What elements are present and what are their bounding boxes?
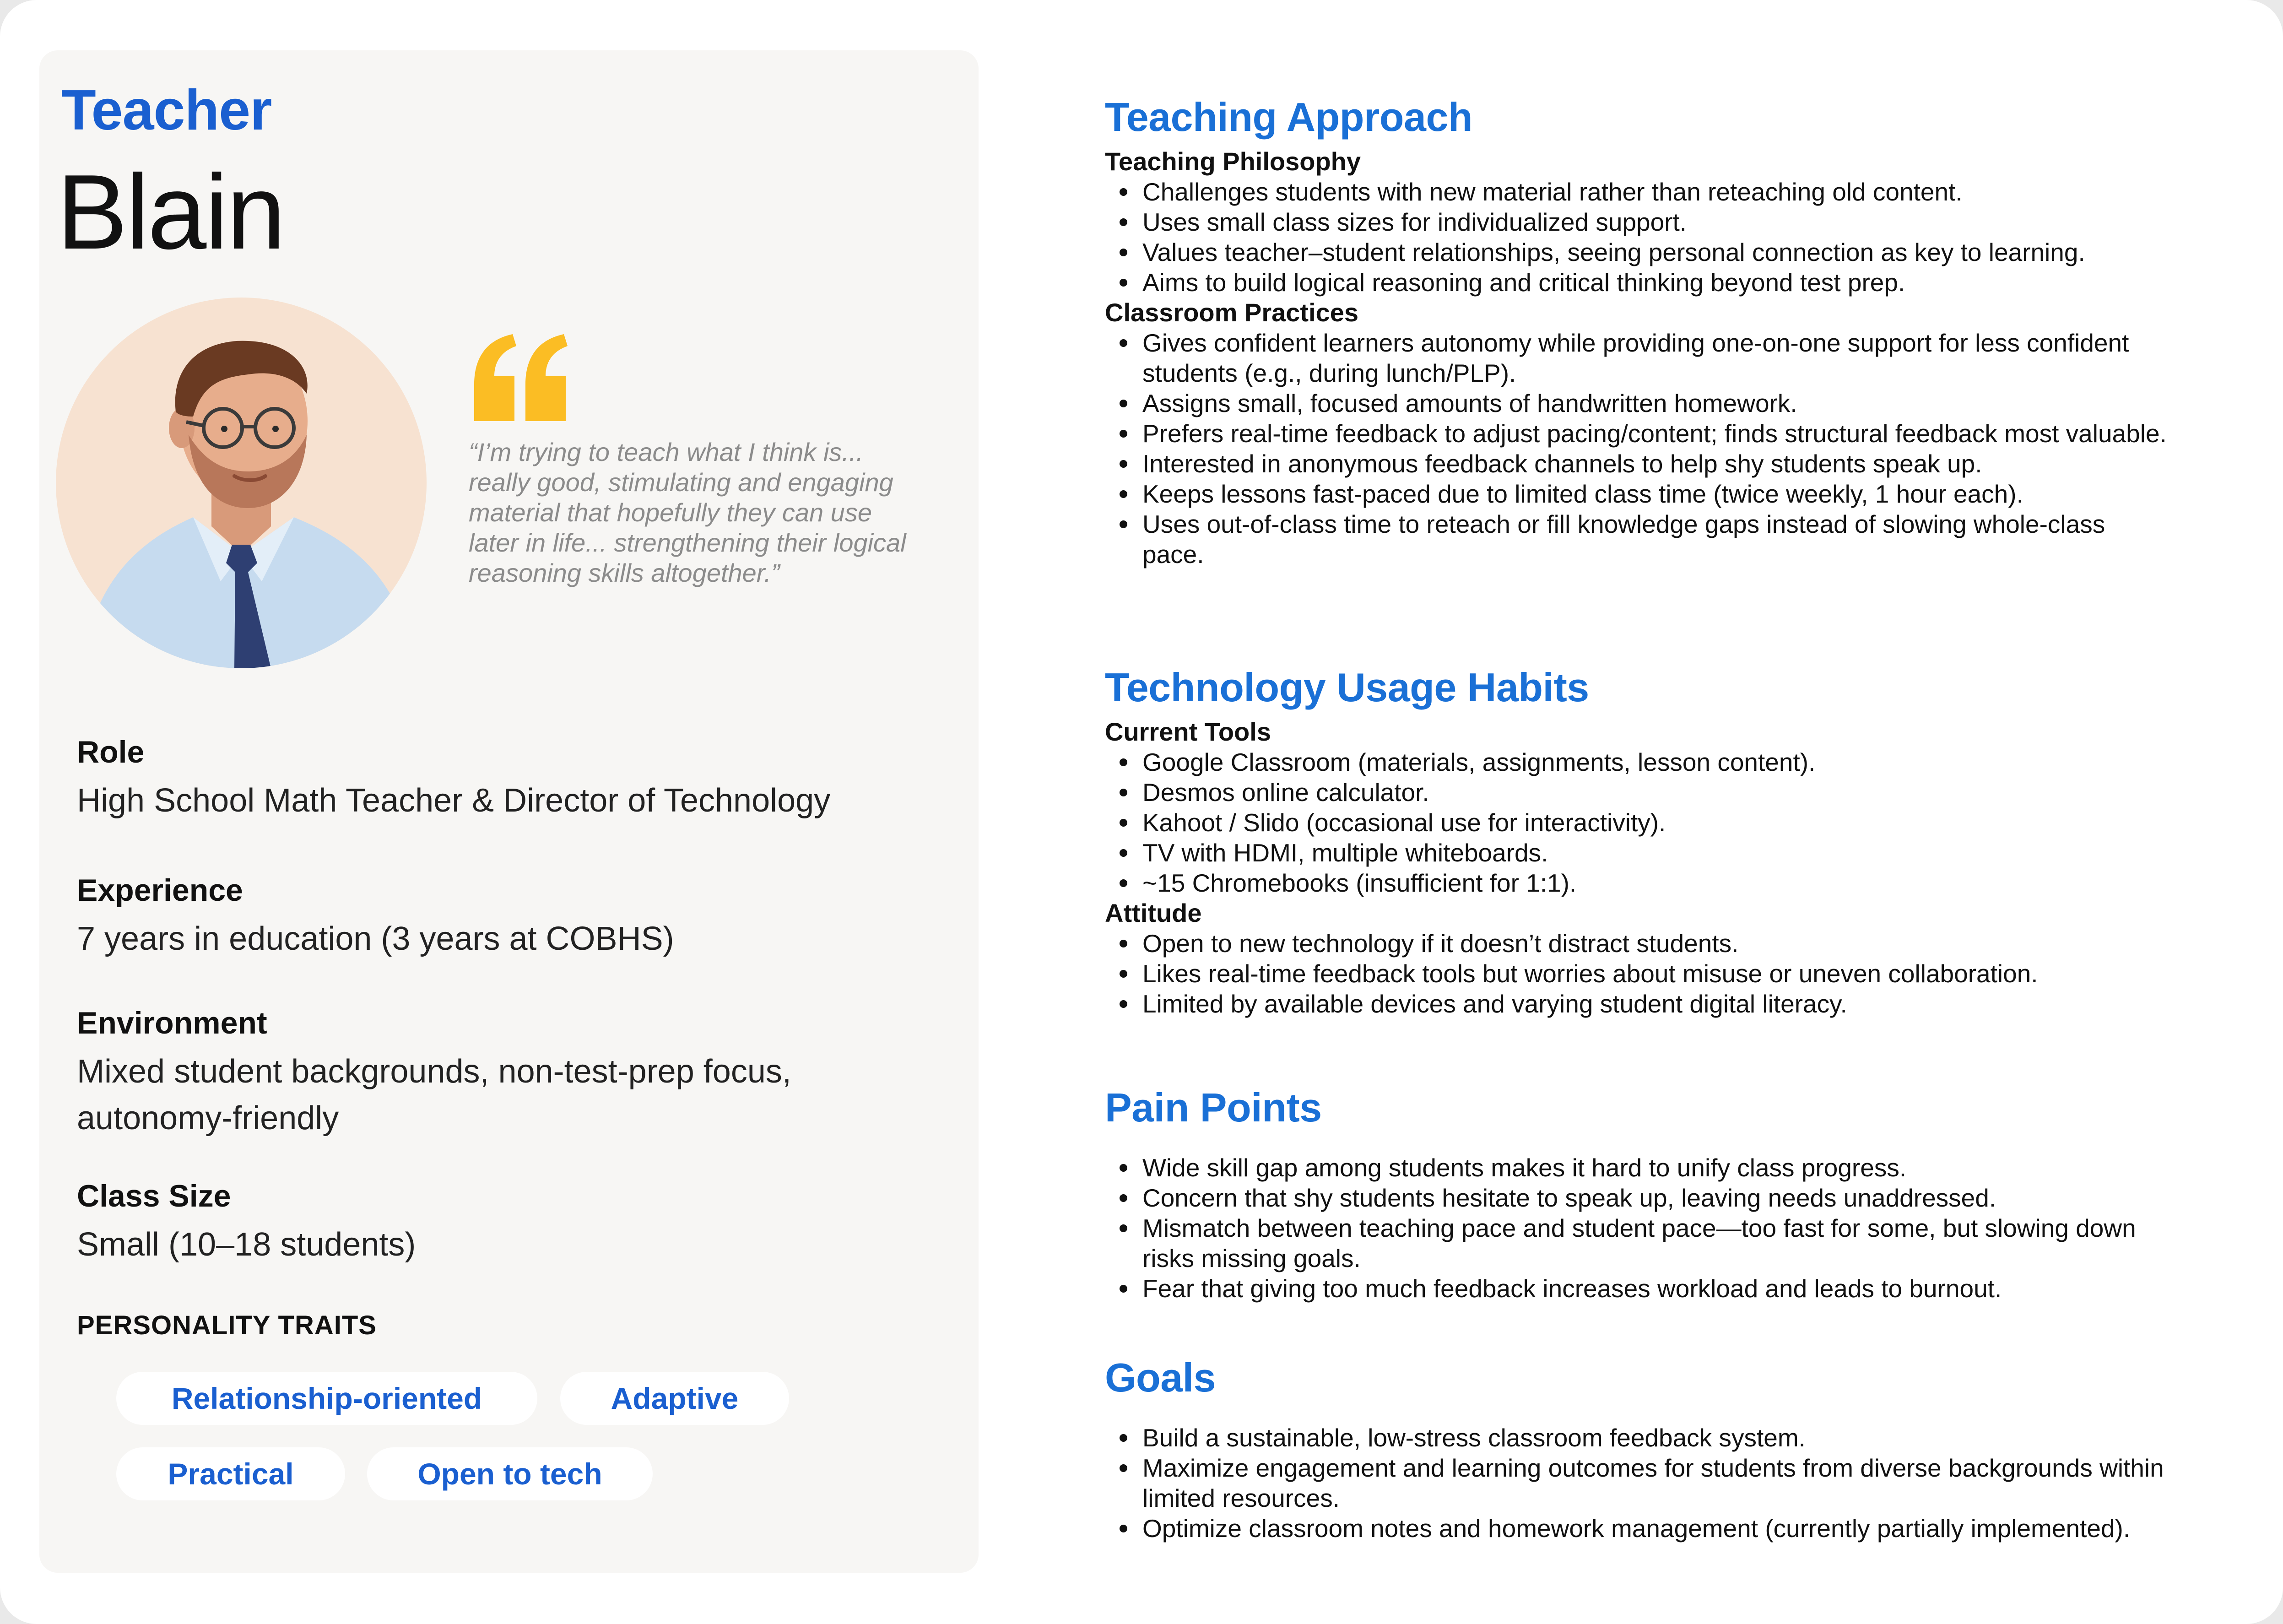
- experience-value: 7 years in education (3 years at COBHS): [77, 920, 674, 957]
- list-item: Interested in anonymous feedback channels to help shy students speak up.: [1105, 449, 2194, 479]
- list-item: Mismatch between teaching pace and student pace—too fast for some, but slowing down risks missing goals.: [1105, 1213, 2194, 1273]
- list-item: Values teacher–student relationships, seeing personal connection as key to learning.: [1105, 237, 2240, 267]
- teacher-avatar-illustration: [56, 298, 427, 668]
- teaching-approach-section: [1105, 90, 2240, 569]
- role-label: Role: [77, 735, 145, 769]
- persona-name: Blain: [57, 153, 284, 271]
- list-item: Limited by available devices and varying student digital literacy.: [1105, 989, 2240, 1019]
- experience-label: Experience: [77, 873, 243, 908]
- sub-title: Teaching Philosophy: [1105, 147, 1361, 176]
- list-item: Uses out-of-class time to reteach or fill knowledge gaps instead of slowing whole-class pace.: [1105, 509, 2112, 569]
- list-item: Challenges students with new material rather than reteaching old content.: [1105, 177, 2240, 207]
- list-item: Keeps lessons fast-paced due to limited class time (twice weekly, 1 hour each).: [1105, 479, 2194, 509]
- list-item: TV with HDMI, multiple whiteboards.: [1105, 838, 2240, 868]
- pain-points-list: [1105, 1153, 2194, 1304]
- list-item: Optimize classroom notes and homework management (currently partially implemented).: [1105, 1513, 2240, 1543]
- technology-section: [1105, 660, 2240, 1019]
- environment-field: [77, 1003, 928, 1142]
- list-item: Likes real-time feedback tools but worries about misuse or uneven collaboration.: [1105, 958, 2240, 989]
- class-size-label: Class Size: [77, 1179, 231, 1213]
- attitude-list: [1105, 928, 2240, 1019]
- list-item: Google Classroom (materials, assignments, lesson content).: [1105, 747, 2240, 777]
- environment-value: Mixed student backgrounds, non-test-prep focus, autonomy-friendly: [77, 1053, 791, 1137]
- section-title: Technology Usage Habits: [1105, 665, 1589, 710]
- sub-title: Classroom Practices: [1105, 298, 1359, 327]
- section-title: Goals: [1105, 1355, 1216, 1400]
- list-item: Wide skill gap among students makes it hard to unify class progress.: [1105, 1153, 2194, 1183]
- persona-kicker: Teacher: [61, 79, 272, 142]
- list-item: Uses small class sizes for individualized support.: [1105, 207, 2240, 237]
- list-item: Assigns small, focused amounts of handwritten homework.: [1105, 388, 2194, 418]
- section-title: Pain Points: [1105, 1085, 1322, 1130]
- list-item: Aims to build logical reasoning and critical thinking beyond test prep.: [1105, 267, 2240, 298]
- role-value: High School Math Teacher & Director of Technology: [77, 782, 831, 819]
- class-size-value: Small (10–18 students): [77, 1226, 416, 1263]
- pain-points-section: [1105, 1080, 2240, 1304]
- goals-list: [1105, 1423, 2240, 1543]
- list-item: Gives confident learners autonomy while providing one-on-one support for less confident students (e.g., during lunch/PLP).: [1105, 328, 2194, 388]
- practices-list: [1105, 328, 2194, 569]
- traits-title: PERSONALITY TRAITS: [77, 1310, 377, 1340]
- list-item: Open to new technology if it doesn’t distract students.: [1105, 928, 2240, 958]
- role-field: [77, 732, 937, 824]
- environment-label: Environment: [77, 1006, 267, 1040]
- list-item: Maximize engagement and learning outcomes for students from diverse backgrounds within limited resources.: [1105, 1453, 2213, 1513]
- list-item: Build a sustainable, low-stress classroom feedback system.: [1105, 1423, 2240, 1453]
- goals-section: [1105, 1350, 2240, 1543]
- sub-title: Current Tools: [1105, 717, 1271, 746]
- list-item: Fear that giving too much feedback increases workload and leads to burnout.: [1105, 1273, 2194, 1304]
- sub-title: Attitude: [1105, 899, 1202, 927]
- section-title: Teaching Approach: [1105, 94, 1473, 140]
- trait-chip: Open to tech: [367, 1447, 653, 1500]
- list-item: Kahoot / Slido (occasional use for interactivity).: [1105, 807, 2240, 838]
- list-item: ~15 Chromebooks (insufficient for 1:1).: [1105, 868, 2240, 898]
- trait-chip: Practical: [116, 1447, 345, 1500]
- list-item: Prefers real-time feedback to adjust pacing/content; finds structural feedback most valuable.: [1105, 418, 2194, 449]
- class-size-field: [77, 1176, 937, 1268]
- list-item: Concern that shy students hesitate to speak up, leaving needs unaddressed.: [1105, 1183, 2194, 1213]
- experience-field: [77, 871, 937, 962]
- list-item: Desmos online calculator.: [1105, 777, 2240, 807]
- trait-chip: Relationship-oriented: [116, 1372, 537, 1425]
- tools-list: [1105, 747, 2240, 898]
- persona-quote: “I’m trying to teach what I think is... really good, stimulating and engaging material that hopefully they can use later in life... strengthening their logical reasoning skills altogether.”: [469, 438, 906, 587]
- trait-chip: Adaptive: [560, 1372, 789, 1425]
- philosophy-list: [1105, 177, 2240, 298]
- quote-icon: [469, 334, 569, 421]
